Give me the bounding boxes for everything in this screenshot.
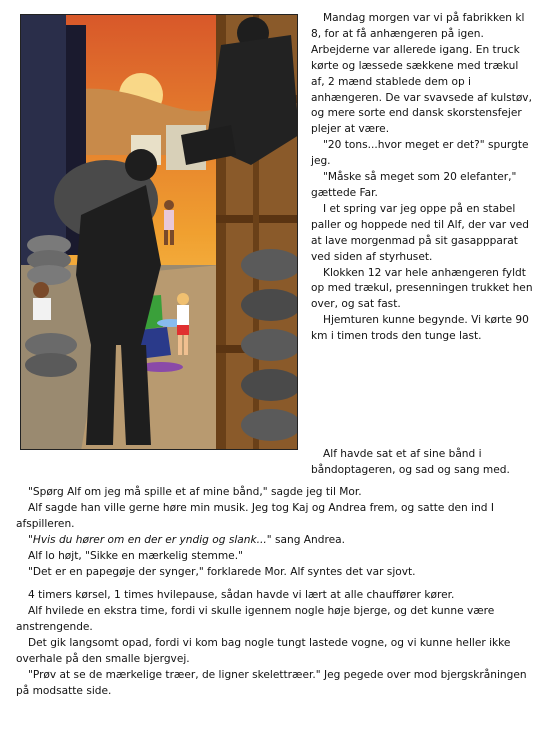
paragraph: Hjemturen kunne begynde. Vi kørte 90 km i timen trods den tunge last.	[311, 314, 529, 343]
paragraph: "20 tons...hvor meget er det?" spurgte jeg.	[311, 139, 529, 168]
paragraph-tail: sang Andrea.	[271, 533, 345, 546]
paragraph: 4 timers kørsel, 1 times hvilepause, sådan havde vi lært at alle chauffører kører.	[28, 589, 455, 602]
paragraph: Alf hvilede en ekstra time, fordi vi skulle igennem nogle høje bjerge, og det kunne være anstrengende.	[16, 605, 495, 634]
paragraph: "Spørg Alf om jeg må spille et af mine bånd," sagde jeg til Mor.	[28, 486, 362, 498]
paragraph: Alf lo højt, "Sikke en mærkelig stemme."	[28, 549, 243, 562]
paragraph: Mandag morgen var vi på fabrikken kl 8, for at få anhængeren på igen. Arbejderne var allerede igang. En truck kørte og læssede sækkene med trækul af, 2 mænd stablede dem op i anhængeren. De var svavsede af kulstøv, og mere sorte end dansk skorstensfejer plejer at være.	[311, 12, 532, 136]
paragraph	[16, 533, 531, 549]
comic-illustration	[20, 14, 298, 450]
paragraph: I et spring var jeg oppe på en stabel paller og hoppede ned til Alf, der var ved at lave morgenmad på sit gasappparat ved siden af styrhuset.	[311, 202, 530, 263]
factory-loading-scene	[21, 15, 298, 450]
paragraph: "Prøv at se de mærkelige træer, de ligner skelettræer." Jeg pegede over mod bjergskråningen på modsatte side.	[16, 668, 527, 697]
alf-intro-text	[311, 447, 535, 479]
paragraph: Alf havde sat et af sine bånd i båndoptageren, og sad og sang med.	[311, 448, 510, 476]
right-text-column	[311, 11, 535, 345]
paragraph: "Måske så meget som 20 elefanter," gættede Far.	[311, 171, 517, 199]
paragraph: "Det er en papegøje der synger," forklarede Mor. Alf syntes det var sjovt.	[28, 565, 416, 578]
song-lyric: "Hvis du hører om en der er yndig og slank..."	[28, 533, 272, 546]
paragraph: Klokken 12 var hele anhængeren fyldt op med trækul, presenningen trukket hen over, og sat fast.	[311, 266, 533, 311]
paragraph: Det gik langsomt opad, fordi vi kom bag nogle tungt lastede vogne, og vi kunne heller ikke overhale på den smalle bjergvej.	[16, 637, 511, 666]
full-width-text	[16, 485, 531, 700]
paragraph: Alf sagde han ville gerne høre min musik. Jeg tog Kaj og Andrea frem, og satte den ind I afspilleren.	[16, 501, 495, 530]
